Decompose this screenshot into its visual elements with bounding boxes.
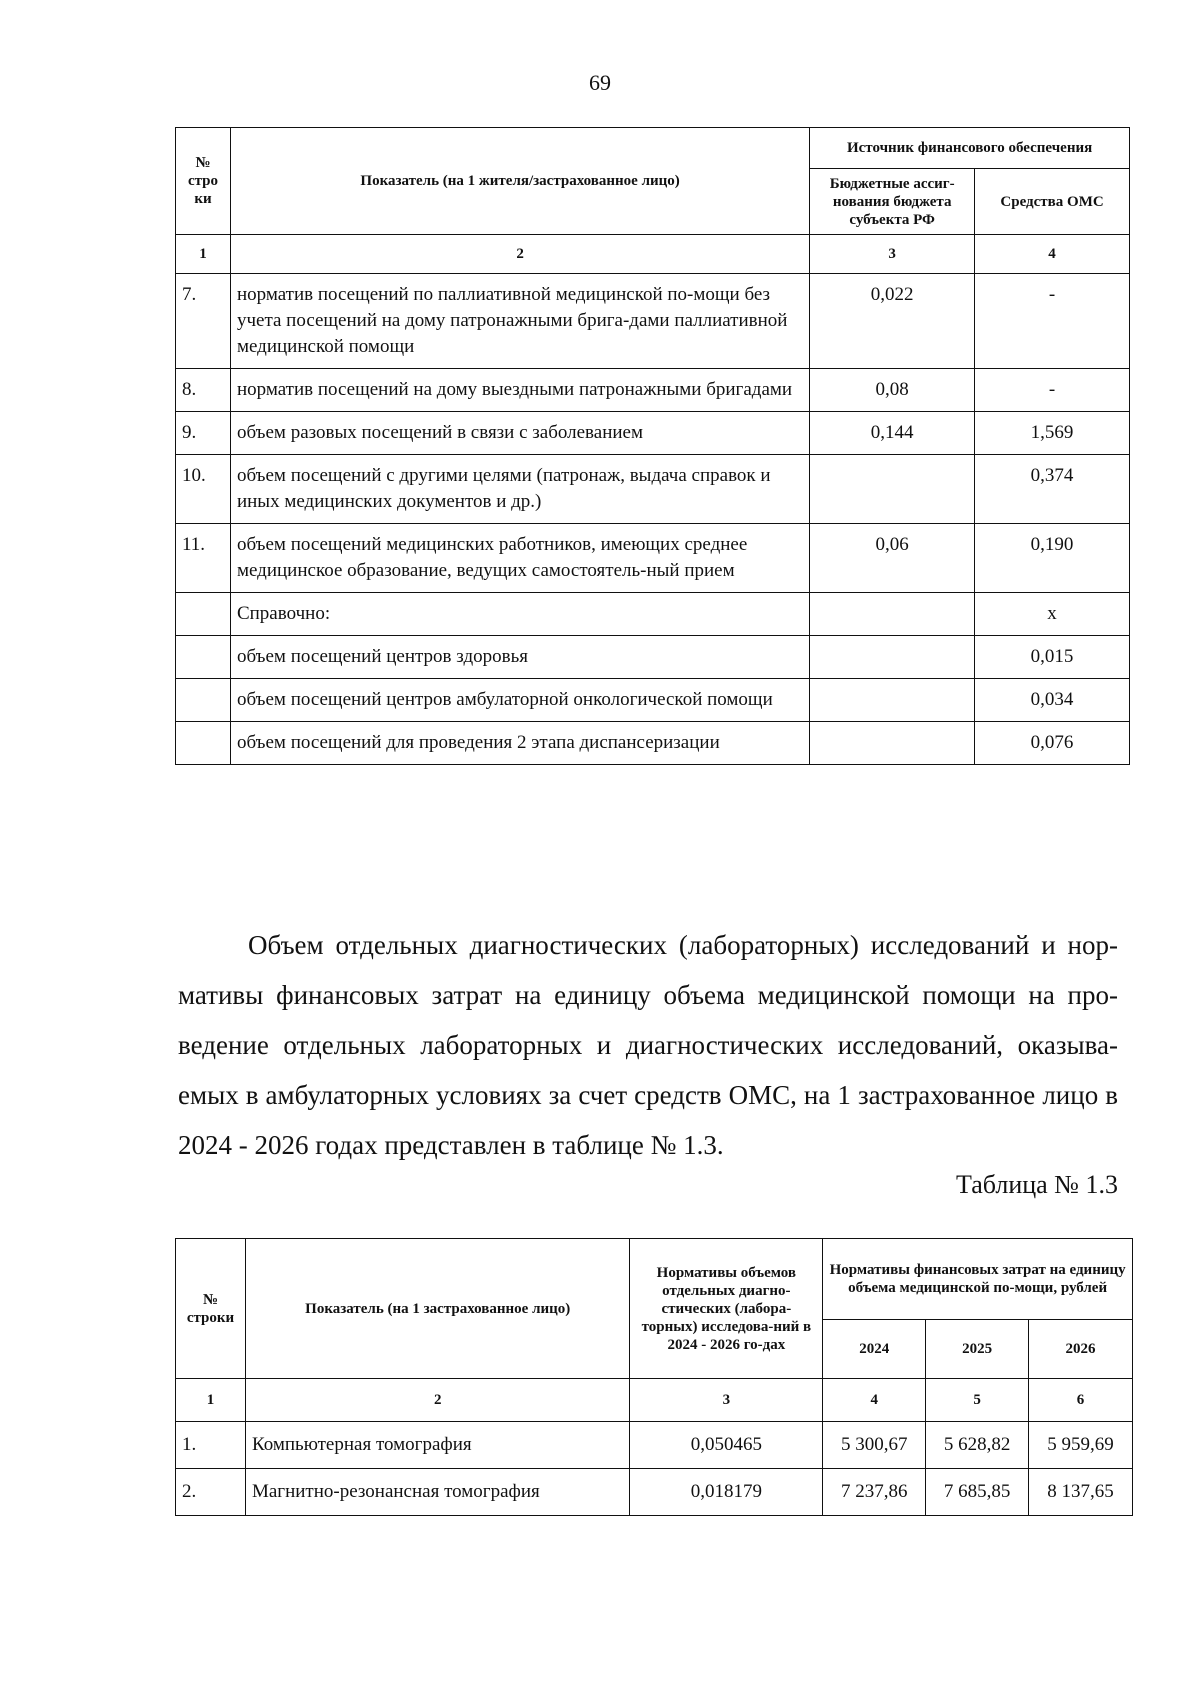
header-year: 2026 [1029, 1320, 1133, 1379]
header-volume-norms: Нормативы объемов отдельных диагно-стических (лабора-торных) исследова-ний в 2024 - 2026 го-дах [630, 1239, 823, 1379]
row-number: 10. [176, 455, 231, 524]
column-number: 1 [176, 1379, 246, 1422]
row-indicator: Компьютерная томография [245, 1422, 629, 1469]
body-paragraph [178, 920, 1118, 1170]
row-oms-value: 0,034 [975, 679, 1130, 722]
row-oms-value: - [975, 274, 1130, 369]
column-number-row [176, 1379, 1133, 1422]
paragraph-text: Объем отдельных диагностических (лабораторных) исследований и нор-мативы финансовых затрат на единицу объема медицинской помощи на про-ведение отдельных лабораторных и диагностических исследований, оказыва-емых в амбулаторных условиях за счет средств ОМС, на 1 застрахованное лицо в 2024 - 2026 годах представлен в таблице № 1.3. [178, 930, 1118, 1160]
row-indicator: объем разовых посещений в связи с заболеванием [230, 412, 809, 455]
row-cost-2025: 7 685,85 [926, 1469, 1029, 1516]
table-visit-norms [175, 127, 1130, 765]
column-number: 3 [810, 235, 975, 274]
row-budget-value [810, 455, 975, 524]
row-number [176, 679, 231, 722]
table-row [176, 593, 1130, 636]
page-number: 69 [589, 70, 611, 95]
column-number: 5 [926, 1379, 1029, 1422]
header-row-number: № стро ки [176, 128, 231, 235]
row-budget-value [810, 593, 975, 636]
row-oms-value: 0,015 [975, 636, 1130, 679]
table-row [176, 412, 1130, 455]
row-number: 8. [176, 369, 231, 412]
row-oms-value: х [975, 593, 1130, 636]
row-volume-value: 0,018179 [630, 1469, 823, 1516]
table-row [176, 1422, 1133, 1469]
column-number: 6 [1029, 1379, 1133, 1422]
table-caption: Таблица № 1.3 [955, 1170, 1118, 1199]
row-budget-value [810, 636, 975, 679]
row-budget-value [810, 722, 975, 765]
row-indicator: Магнитно-резонансная томография [245, 1469, 629, 1516]
header-indicator: Показатель (на 1 застрахованное лицо) [245, 1239, 629, 1379]
row-indicator: объем посещений центров амбулаторной онкологической помощи [230, 679, 809, 722]
row-indicator: норматив посещений по паллиативной медицинской по-мощи без учета посещений на дому патронажными брига-дами паллиативной медицинской помощи [230, 274, 809, 369]
table-row [176, 722, 1130, 765]
row-budget-value: 0,144 [810, 412, 975, 455]
row-number: 9. [176, 412, 231, 455]
header-oms: Средства ОМС [975, 169, 1130, 235]
table-row [176, 369, 1130, 412]
header-indicator: Показатель (на 1 жителя/застрахованное лицо) [230, 128, 809, 235]
row-indicator: объем посещений центров здоровья [230, 636, 809, 679]
row-budget-value: 0,022 [810, 274, 975, 369]
row-cost-2026: 8 137,65 [1029, 1469, 1133, 1516]
column-number: 3 [630, 1379, 823, 1422]
row-oms-value: - [975, 369, 1130, 412]
row-number: 2. [176, 1469, 246, 1516]
row-budget-value [810, 679, 975, 722]
header-cost-norms: Нормативы финансовых затрат на единицу объема медицинской по-мощи, рублей [823, 1239, 1133, 1320]
table-row [176, 636, 1130, 679]
header-year: 2024 [823, 1320, 926, 1379]
column-number: 1 [176, 235, 231, 274]
row-cost-2024: 5 300,67 [823, 1422, 926, 1469]
row-indicator: Справочно: [230, 593, 809, 636]
header-budget: Бюджетные ассиг-нования бюджета субъекта РФ [810, 169, 975, 235]
row-cost-2024: 7 237,86 [823, 1469, 926, 1516]
row-oms-value: 0,374 [975, 455, 1130, 524]
table-row [176, 1469, 1133, 1516]
row-number [176, 593, 231, 636]
row-cost-2025: 5 628,82 [926, 1422, 1029, 1469]
column-number: 4 [975, 235, 1130, 274]
row-number [176, 636, 231, 679]
row-number [176, 722, 231, 765]
header-year: 2025 [926, 1320, 1029, 1379]
column-number-row [176, 235, 1130, 274]
header-funding-source: Источник финансового обеспечения [810, 128, 1130, 169]
column-number: 4 [823, 1379, 926, 1422]
table-row [176, 455, 1130, 524]
table-row [176, 274, 1130, 369]
row-cost-2026: 5 959,69 [1029, 1422, 1133, 1469]
row-indicator: объем посещений с другими целями (патронаж, выдача справок и иных медицинских документов и др.) [230, 455, 809, 524]
row-oms-value: 0,076 [975, 722, 1130, 765]
row-number: 1. [176, 1422, 246, 1469]
row-oms-value: 0,190 [975, 524, 1130, 593]
row-budget-value: 0,06 [810, 524, 975, 593]
table-row [176, 679, 1130, 722]
table-row [176, 524, 1130, 593]
row-oms-value: 1,569 [975, 412, 1130, 455]
row-volume-value: 0,050465 [630, 1422, 823, 1469]
row-number: 7. [176, 274, 231, 369]
row-indicator: норматив посещений на дому выездными патронажными бригадами [230, 369, 809, 412]
row-indicator: объем посещений медицинских работников, имеющих среднее медицинское образование, ведущих самостоятель-ный прием [230, 524, 809, 593]
row-indicator: объем посещений для проведения 2 этапа диспансеризации [230, 722, 809, 765]
column-number: 2 [230, 235, 809, 274]
row-number: 11. [176, 524, 231, 593]
header-row-number: № строки [176, 1239, 246, 1379]
table-diagnostic-norms [175, 1238, 1133, 1516]
column-number: 2 [245, 1379, 629, 1422]
row-budget-value: 0,08 [810, 369, 975, 412]
